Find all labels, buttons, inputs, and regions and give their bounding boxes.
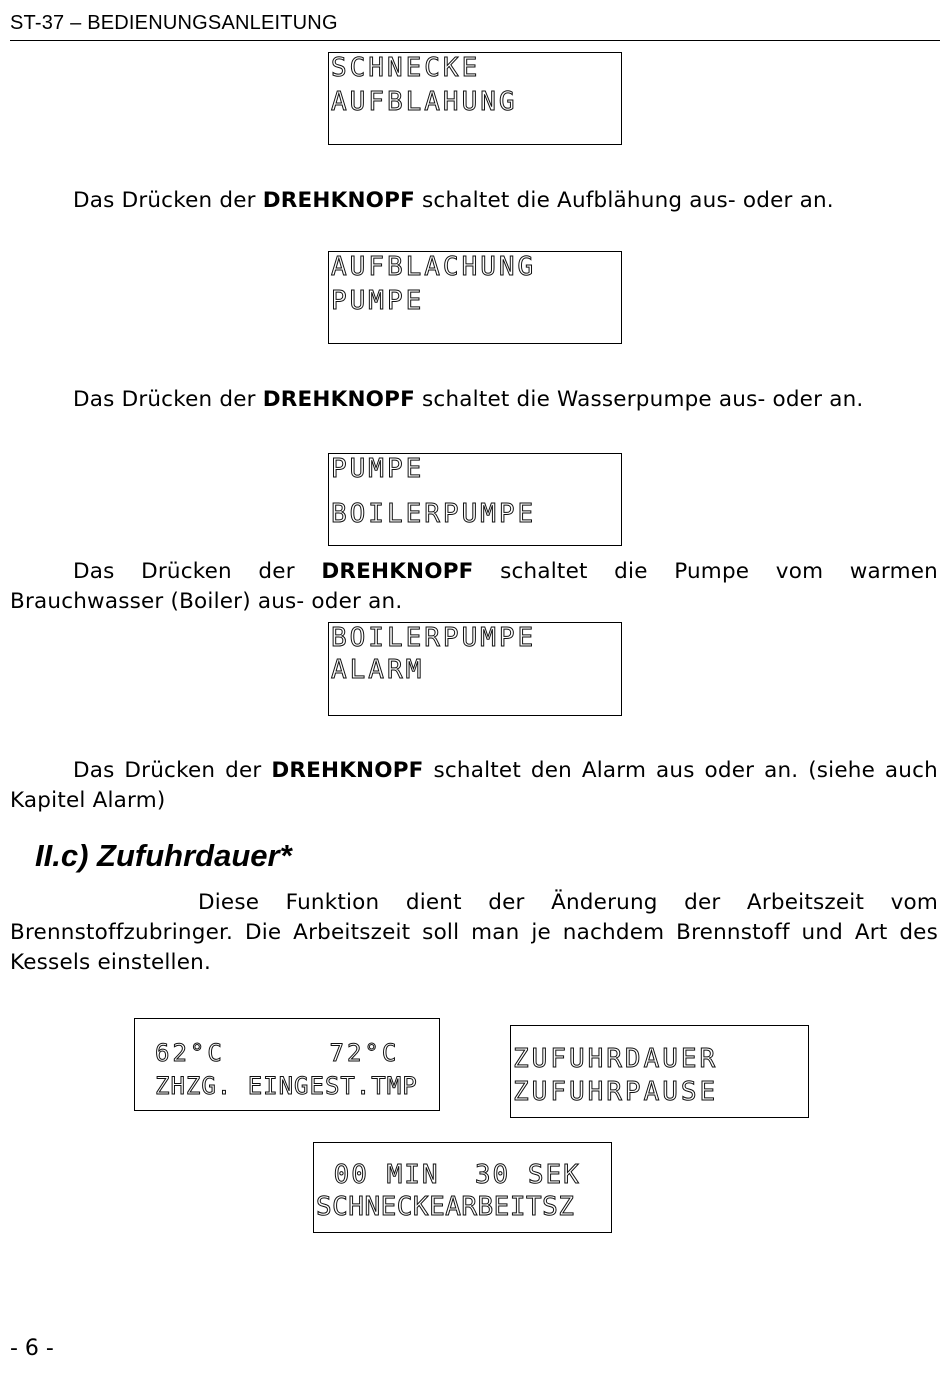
lcd-line-1: SCHNECKE xyxy=(331,53,481,83)
lcd-display-boilerpumpe xyxy=(328,622,622,716)
lcd-display-schnecke xyxy=(328,52,622,145)
header-rule xyxy=(10,40,940,41)
lcd-line-1: ZUFUHRDAUER xyxy=(513,1044,719,1074)
emphasis-drehknopf: DREHKNOPF xyxy=(262,387,415,412)
lcd-line-2: SCHNECKEARBEITSZ xyxy=(316,1192,575,1222)
lcd-line-1: BOILERPUMPE xyxy=(331,623,537,653)
lcd-line-2: BOILERPUMPE xyxy=(331,499,537,529)
lcd-display-aufblaehung xyxy=(328,251,622,344)
lcd-display-schneckearbeitszeit xyxy=(313,1142,612,1233)
emphasis-drehknopf: DREHKNOPF xyxy=(271,758,424,783)
lcd-line-2: PUMPE xyxy=(331,286,425,316)
paragraph-alarm: Das Drücken der DREHKNOPF schaltet den Alarm aus oder an. (siehe auch Kapitel Alarm) xyxy=(10,758,938,813)
lcd-line-2: ZHZG. EINGEST.TMP xyxy=(155,1072,418,1100)
lcd-display-temperature xyxy=(134,1018,440,1111)
paragraph-wasserpumpe: Das Drücken der DREHKNOPF schaltet die Wasserpumpe aus- oder an. xyxy=(73,387,864,412)
page-number: - 6 - xyxy=(10,1336,54,1361)
lcd-display-pumpe xyxy=(328,453,622,546)
section-title: II.c) Zufuhrdauer* xyxy=(35,838,292,873)
lcd-line-2: ALARM xyxy=(331,655,425,685)
section-description: Diese Funktion dient der Änderung der Arbeitszeit vom Brennstoffzubringer. Die Arbeitszeit soll man je nachdem Brennstoff und Art des Kessels einstellen. xyxy=(10,890,938,975)
lcd-line-1: 62°C 72°C xyxy=(155,1039,400,1067)
lcd-line-2: AUFBLAHUNG xyxy=(331,87,518,117)
document-header: ST-37 – BEDIENUNGSANLEITUNG xyxy=(10,12,338,34)
lcd-line-1: 00 MIN 30 SEK xyxy=(316,1160,581,1190)
lcd-line-1: AUFBLACHUNG xyxy=(331,252,537,282)
paragraph-aufblaehung: Das Drücken der DREHKNOPF schaltet die Aufblähung aus- oder an. xyxy=(73,188,834,213)
lcd-line-2: ZUFUHRPAUSE xyxy=(513,1077,719,1107)
emphasis-drehknopf: DREHKNOPF xyxy=(262,188,415,213)
lcd-display-zufuhrdauer xyxy=(510,1025,809,1118)
paragraph-boilerpumpe: Das Drücken der DREHKNOPF schaltet die Pumpe vom warmen Brauchwasser (Boiler) aus- oder an. xyxy=(10,559,938,614)
lcd-line-1: PUMPE xyxy=(331,454,425,484)
emphasis-drehknopf: DREHKNOPF xyxy=(321,559,474,584)
